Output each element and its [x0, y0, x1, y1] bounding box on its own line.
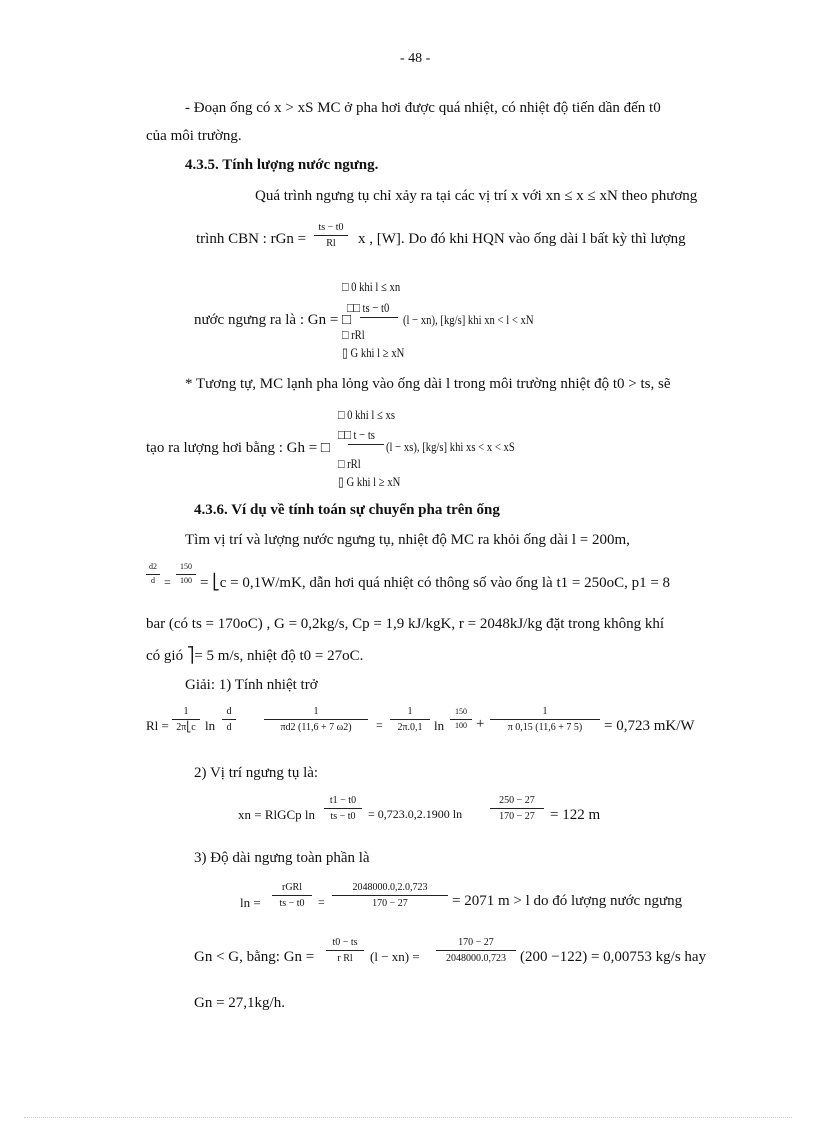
piecewise-case: (l − xn), [kg/s] khi xn < l < xN — [403, 312, 534, 327]
ln-symbol: ln — [205, 718, 216, 733]
page-bottom-border — [24, 1117, 792, 1118]
piecewise-case: (l − xs), [kg/s] khi xs < x < xS — [386, 439, 515, 454]
equation-gn: nước ngưng ra là : Gn = □ — [194, 312, 352, 328]
paragraph-line: bar (có ts = 170oC) , G = 0,2kg/s, Cp = 1,9 kJ/kgK, r = 2048kJ/kg đặt trong không khí — [146, 616, 664, 632]
fraction: 1 π 0,15 (11,6 + 7 5) — [490, 706, 600, 733]
paragraph-line: = ⎣c = 0,1W/mK, dẫn hơi quá nhiệt có thông số vào ống là t1 = 250oC, p1 = 8 — [200, 575, 671, 591]
paragraph-line: có gió ⎤= 5 m/s, nhiệt độ t0 = 27oC. — [146, 648, 364, 664]
paragraph-line: của môi trường. — [146, 128, 242, 144]
piecewise-case: □□ t − ts — [338, 427, 375, 442]
piecewise-case: ▯ G khi l ≥ xN — [342, 345, 405, 360]
equation-result: = 2071 m > l do đó lượng nước ngưng — [452, 893, 683, 909]
piecewise-case: □□ ts − t0 — [347, 300, 390, 315]
ln-symbol: ln — [434, 718, 445, 733]
fraction: 1 πd2 (11,6 + 7 ω2) — [264, 706, 368, 733]
equation-result: (200 −122) = 0,00753 kg/s hay — [520, 949, 707, 965]
paragraph-line: x , [W]. Do đó khi HQN vào ống dài l bất kỳ thì lượng — [358, 231, 686, 247]
piecewise-case: □ 0 khi l ≤ xn — [342, 279, 401, 294]
fraction: d d — [222, 706, 236, 733]
equals-sign: = — [164, 575, 171, 589]
fraction: 250 − 27 170 − 27 — [490, 795, 544, 822]
equation-ln: ln = — [240, 895, 261, 910]
equals-sign: = — [376, 718, 383, 732]
paragraph-line: - Đoạn ống có x > xS MC ở pha hơi được quá nhiệt, có nhiệt độ tiến dần đến t0 — [185, 100, 661, 116]
page-number: - 48 - — [400, 51, 431, 66]
final-result: Gn = 27,1kg/h. — [194, 995, 285, 1011]
fraction: 1 2π.0,1 — [390, 706, 430, 733]
paragraph-line: Tìm vị trí và lượng nước ngưng tụ, nhiệt độ MC ra khỏi ống dài l = 200m, — [185, 532, 630, 548]
fraction: 170 − 27 2048000.0,723 — [436, 937, 516, 964]
fraction: rGRl ts − t0 — [272, 882, 312, 909]
section-heading-4-3-6: 4.3.6. Ví dụ về tính toán sự chuyển pha trên ống — [194, 502, 500, 518]
solution-step: 3) Độ dài ngưng toàn phần là — [194, 850, 370, 866]
piecewise-case: □ 0 khi l ≤ xs — [338, 407, 396, 422]
equation-rgn: trình CBN : rGn = — [196, 231, 307, 247]
paragraph-line: Quá trình ngưng tụ chỉ xảy ra tại các vị trí x với xn ≤ x ≤ xN theo phương — [255, 188, 698, 204]
equation-xn-mid: = 0,723.0,2.1900 ln — [368, 807, 463, 821]
fraction: d2 d — [146, 563, 160, 586]
equation-result: = 0,723 mK/W — [604, 718, 695, 734]
section-heading-4-3-5: 4.3.5. Tính lượng nước ngưng. — [185, 157, 379, 173]
equation-gh: tạo ra lượng hơi bằng : Gh = □ — [146, 440, 330, 456]
fraction-bar — [348, 444, 384, 445]
fraction: ts − t0 Rl — [314, 222, 348, 249]
paragraph-line: * Tương tự, MC lạnh pha lỏng vào ống dài l trong môi trường nhiệt độ t0 > ts, sẽ — [185, 376, 671, 392]
fraction: t0 − ts r Rl — [326, 937, 364, 964]
solution-step: 2) Vị trí ngưng tụ là: — [194, 765, 319, 781]
fraction: 2048000.0,2.0,723 170 − 27 — [332, 882, 448, 909]
equation-rl-label: Rl = — [146, 718, 169, 733]
fraction-bar — [360, 317, 398, 318]
piecewise-case: □ rRl — [342, 327, 365, 342]
fraction: 150 100 — [450, 708, 472, 731]
equation-paren: (l − xn) = — [370, 949, 420, 964]
piecewise-case: ▯ G khi l ≥ xN — [338, 474, 401, 489]
equation-xn: xn = RlGCp ln — [238, 807, 316, 822]
equals-sign: = — [318, 895, 325, 909]
fraction: 150 100 — [176, 563, 196, 586]
fraction: t1 − t0 ts − t0 — [324, 795, 362, 822]
plus-sign: + — [476, 716, 485, 732]
equation-gn-calc: Gn < G, bằng: Gn = — [194, 949, 315, 965]
equation-result: = 122 m — [550, 807, 601, 823]
fraction: 1 2π⎣c — [172, 706, 200, 733]
solution-step: Giải: 1) Tính nhiệt trở — [185, 677, 318, 693]
piecewise-case: □ rRl — [338, 456, 361, 471]
